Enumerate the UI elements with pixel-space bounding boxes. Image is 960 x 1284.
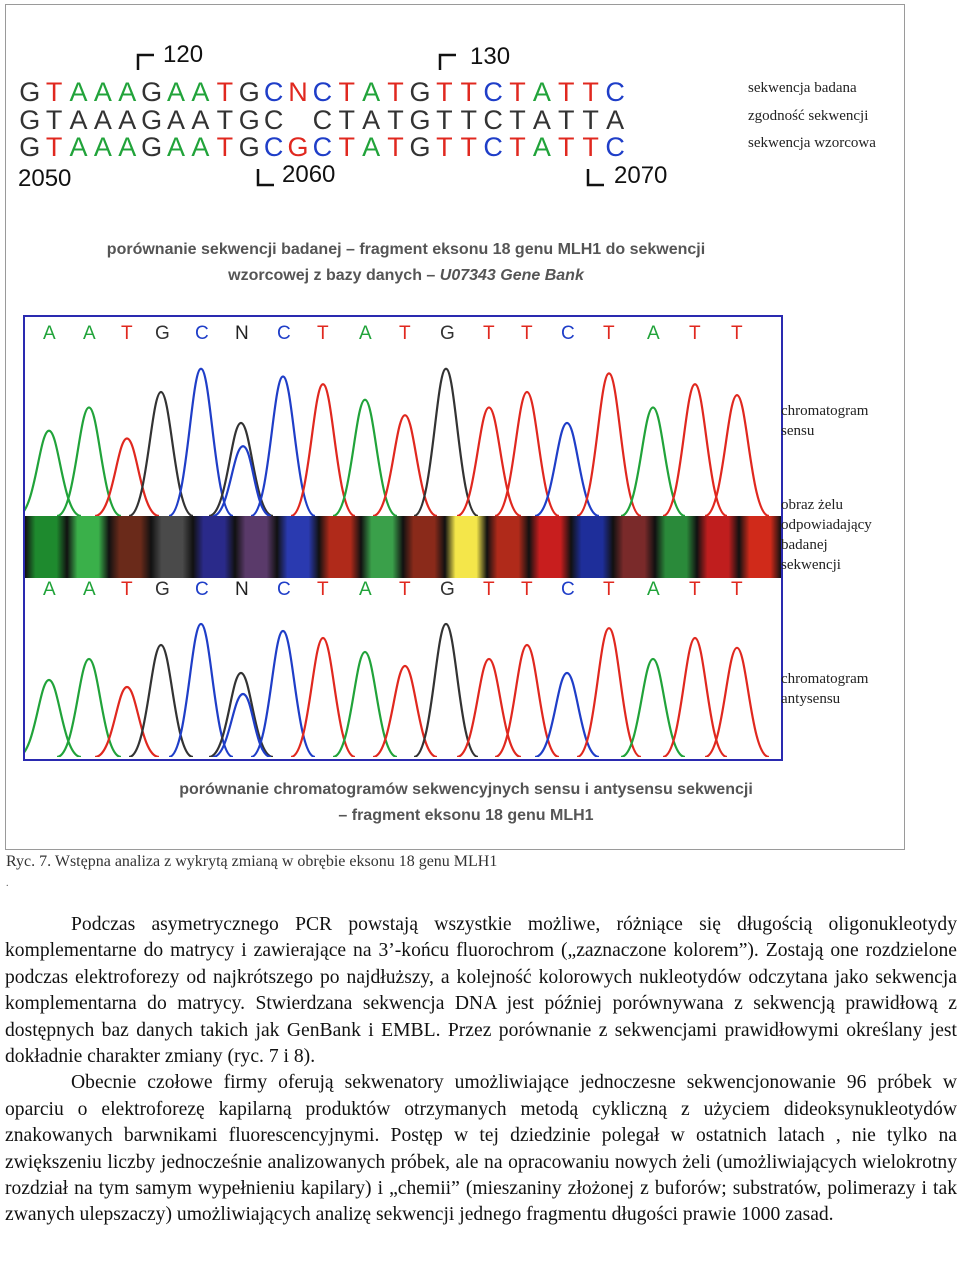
- body-text: [5, 912, 957, 1229]
- chromatogram-base: T: [603, 323, 615, 344]
- base-letter: A: [118, 132, 138, 162]
- base-letter: T: [387, 77, 405, 107]
- base-letter: C: [263, 132, 285, 162]
- chromatogram-base: T: [317, 323, 329, 344]
- base-letter: T: [509, 105, 527, 135]
- marker-2070: 2070: [614, 162, 668, 189]
- trace-peak: [495, 392, 559, 516]
- base-letter: A: [167, 77, 187, 107]
- base-letter: A: [362, 105, 382, 135]
- chromatogram-base: T: [399, 323, 411, 344]
- trace-peak: [535, 423, 599, 516]
- base-letter: T: [436, 132, 454, 162]
- gel-band: [613, 516, 655, 578]
- paragraph-2: Obecnie czołowe firmy oferują sekwenatory umożliwiające jednoczesne sekwencjonowanie 96 próbek w oparciu o elektroforezę kapilarną produktów otrzymanych metodą cykliczną z użyciem dideoksynukleotydów znakowanych barwnikami fluorescencyjnymi. Postęp w tej dziedzinie polegał w ostatnich latach , nie tylko na zwiększeniu liczby jednocześnie analizowanych próbek, ale na opracowaniu nowych żeli (umożliwiających wielokrotny rozdział na tym samym wypełnieniu kapilary) i „chemii” (mieszaniny złożonej z buforów; substratów, polimerazy i tak zwanych ulepszaczy) umożliwiających analizę sekwencji jednego fragmentu długości prawie 1000 zasad.: [5, 1072, 957, 1226]
- base-letter: C: [605, 132, 626, 162]
- base-letter: T: [460, 105, 478, 135]
- base-letter: G: [287, 132, 310, 162]
- base-letter: T: [558, 105, 576, 135]
- figure-caption: Ryc. 7. Wstępna analiza z wykrytą zmianą w obrębie eksonu 18 genu MLH1: [6, 853, 498, 870]
- chromatogram-base: C: [195, 323, 209, 344]
- gel-band: [193, 516, 235, 578]
- chromatogram-base: T: [689, 579, 701, 600]
- comparison-caption-line2: wzorcowej z bazy danych – U07343 Gene Bank: [228, 267, 584, 284]
- trace-peak: [457, 408, 521, 517]
- base-letter: A: [69, 77, 89, 107]
- base-letter: C: [483, 105, 504, 135]
- gel-band: [697, 516, 739, 578]
- label-gel-image: obraz żelu odpowiadający badanej sekwencji: [781, 497, 872, 573]
- base-letter: A: [69, 105, 89, 135]
- trace-peak: [25, 680, 81, 757]
- base-letter: A: [118, 77, 138, 107]
- base-letter: A: [167, 132, 187, 162]
- base-letter: G: [409, 77, 432, 107]
- base-letter: C: [483, 77, 504, 107]
- chromatogram-caption: porównanie chromatogramów sekwencyjnych sensu i antysensu sekwencji – fragment eksonu 18 genu MLH1: [179, 781, 753, 824]
- chromatogram-base: A: [647, 323, 660, 344]
- trace-peak: [25, 431, 81, 516]
- gel-band: [445, 516, 487, 578]
- chromatogram-base: C: [561, 323, 575, 344]
- gel-band: [403, 516, 445, 578]
- paragraph-1: Podczas asymetrycznego PCR powstają wszystkie możliwe, różniące się długością oligonukleotydy komplementarne do matrycy i zawierające na 3’-końcu fluorochrom („zaznaczone kolorem”). Zostają one rozdzielone podczas elektroforezy od najkrótszego po najdłuższy, a kolejność kolorowych nukleotydów odczytana jako sekwencja komplementarna do matrycy. Stwierdzana sekwencja DNA jest później porównywana z sekwencją prawidłową z dostępnych baz danych takich jak GenBank i EMBL. Przez porównanie z sekwencjami prawidłowymi określany jest dokładnie charakter zmiany (ryc. 7 i 8).: [5, 914, 957, 1068]
- base-letter: G: [19, 77, 42, 107]
- base-letter: T: [509, 132, 527, 162]
- base-letter: G: [409, 105, 432, 135]
- antisense-chromatogram-trace: [25, 607, 781, 757]
- chromatogram-base: T: [603, 579, 615, 600]
- trace-peak-secondary: [213, 446, 271, 516]
- gel-band: [235, 516, 277, 578]
- chromatogram-base: T: [521, 579, 533, 600]
- chromatogram-base: C: [195, 579, 209, 600]
- chromatogram-base: T: [521, 323, 533, 344]
- base-letter: A: [362, 77, 382, 107]
- chromatogram-base: A: [359, 579, 372, 600]
- marker-arrow-130: [440, 55, 456, 70]
- trace-peak-secondary: [213, 694, 271, 757]
- base-letter: C: [263, 105, 285, 135]
- base-letter: G: [238, 132, 261, 162]
- figure-panel: [5, 4, 905, 850]
- chromatogram-base: T: [121, 323, 133, 344]
- chromatogram-panel: [23, 315, 783, 761]
- comparison-caption: [56, 237, 756, 289]
- base-letter: A: [167, 105, 187, 135]
- trace-peak: [333, 400, 397, 516]
- base-letter: T: [338, 132, 357, 162]
- base-letter: A: [191, 77, 211, 107]
- trace-peak: [129, 392, 193, 516]
- chromatogram-base: N: [235, 323, 249, 344]
- base-letter: A: [69, 132, 89, 162]
- base-letter: C: [312, 132, 334, 162]
- comparison-caption-line1: porównanie sekwencji badanej – fragment eksonu 18 genu MLH1 do sekwencji: [106, 241, 706, 258]
- chromatogram-base: A: [359, 323, 372, 344]
- base-letter: A: [191, 132, 211, 162]
- trace-peak: [57, 408, 121, 517]
- chromatogram-base: T: [483, 323, 495, 344]
- gel-band: [319, 516, 361, 578]
- trace-peak: [495, 645, 559, 757]
- trace-peak: [333, 652, 397, 757]
- gel-image-strip: [25, 516, 781, 578]
- base-letter: A: [532, 132, 552, 162]
- base-letter: A: [93, 132, 113, 162]
- base-letter: T: [216, 77, 235, 107]
- sequence-row-reference: [18, 132, 628, 163]
- gel-band: [361, 516, 403, 578]
- base-letter: A: [532, 105, 552, 135]
- base-letter: T: [436, 77, 454, 107]
- base-letter: C: [605, 77, 626, 107]
- chromatogram-base: A: [43, 323, 56, 344]
- gel-band: [487, 516, 529, 578]
- trace-peak: [705, 648, 769, 757]
- sense-chromatogram-trace: [25, 351, 781, 516]
- label-antisense-chromatogram: chromatogram antysensu: [781, 671, 869, 707]
- base-letter: A: [118, 105, 138, 135]
- gel-band: [655, 516, 697, 578]
- base-letter: G: [19, 132, 42, 162]
- marker-arrow-2060: [258, 169, 274, 185]
- chromatogram-base: T: [689, 323, 701, 344]
- base-letter: T: [582, 132, 600, 162]
- chromatogram-base: N: [235, 579, 249, 600]
- chromatogram-base: A: [43, 579, 56, 600]
- chromatogram-base: T: [483, 579, 495, 600]
- marker-arrow-2070: [588, 169, 604, 185]
- trace-peak: [373, 666, 437, 757]
- base-letter: T: [387, 132, 405, 162]
- stray-dot: .: [6, 878, 9, 889]
- chromatogram-base: A: [83, 579, 96, 600]
- base-letter: C: [312, 105, 334, 135]
- chromatogram-base: C: [277, 323, 291, 344]
- chromatogram-base: G: [440, 579, 455, 600]
- base-letter: G: [409, 132, 432, 162]
- chromatogram-base: C: [277, 579, 291, 600]
- base-letter: T: [338, 77, 357, 107]
- base-letter: T: [558, 132, 576, 162]
- base-letter: N: [288, 77, 309, 107]
- sequence-row-tested: [18, 77, 628, 108]
- trace-peak: [457, 659, 521, 757]
- chromatogram-base: A: [647, 579, 660, 600]
- gel-band: [109, 516, 151, 578]
- base-letter: T: [460, 77, 478, 107]
- base-letter: C: [483, 132, 504, 162]
- marker-120: 120: [163, 41, 204, 68]
- chromatogram-base: G: [155, 323, 170, 344]
- base-letter: A: [606, 105, 626, 135]
- base-letter: T: [436, 105, 454, 135]
- base-letter: T: [509, 77, 527, 107]
- base-letter: G: [238, 105, 261, 135]
- base-letter: T: [460, 132, 478, 162]
- marker-arrow-120: [138, 55, 154, 70]
- marker-130: 130: [470, 43, 511, 70]
- chromatogram-base: C: [561, 579, 575, 600]
- base-letter: C: [312, 77, 334, 107]
- base-letter: A: [93, 77, 113, 107]
- base-letter: T: [582, 77, 600, 107]
- base-letter: T: [45, 77, 64, 107]
- base-letter: T: [45, 105, 64, 135]
- label-tested-sequence: sekwencja badana: [748, 80, 857, 96]
- base-letter: G: [19, 105, 42, 135]
- trace-peak: [129, 645, 193, 757]
- chromatogram-base: T: [731, 323, 743, 344]
- trace-peak: [705, 395, 769, 516]
- gel-band: [25, 516, 67, 578]
- chromatogram-base: A: [83, 323, 96, 344]
- base-letter: T: [582, 105, 600, 135]
- marker-2050: 2050: [18, 165, 72, 192]
- chromatogram-base: T: [317, 579, 329, 600]
- marker-2060: 2060: [282, 161, 336, 188]
- base-letter: C: [263, 77, 285, 107]
- gel-band: [67, 516, 109, 578]
- chromatogram-base: T: [399, 579, 411, 600]
- label-sense-chromatogram: chromatogram sensu: [781, 403, 869, 439]
- base-letter: T: [216, 132, 235, 162]
- chromatogram-base: T: [121, 579, 133, 600]
- base-letter: T: [387, 105, 405, 135]
- gel-band: [151, 516, 193, 578]
- base-letter: A: [532, 77, 552, 107]
- base-letter: A: [93, 105, 113, 135]
- gel-band: [739, 516, 781, 578]
- base-letter: T: [216, 105, 235, 135]
- chromatogram-base: G: [155, 579, 170, 600]
- trace-peak: [57, 659, 121, 757]
- base-letter: T: [558, 77, 576, 107]
- trace-peak: [535, 673, 599, 757]
- base-letter: A: [362, 132, 382, 162]
- chromatogram-base: T: [731, 579, 743, 600]
- gel-band: [529, 516, 571, 578]
- trace-peak: [373, 415, 437, 516]
- gel-band: [277, 516, 319, 578]
- gel-band: [571, 516, 613, 578]
- label-reference-sequence: sekwencja wzorcowa: [748, 135, 876, 151]
- base-letter: G: [141, 105, 164, 135]
- base-letter: G: [141, 132, 164, 162]
- base-letter: T: [45, 132, 64, 162]
- base-letter: T: [338, 105, 357, 135]
- base-letter: G: [141, 77, 164, 107]
- base-letter: G: [238, 77, 261, 107]
- label-consensus: zgodność sekwencji: [748, 108, 869, 124]
- base-letter: A: [191, 105, 211, 135]
- chromatogram-base: G: [440, 323, 455, 344]
